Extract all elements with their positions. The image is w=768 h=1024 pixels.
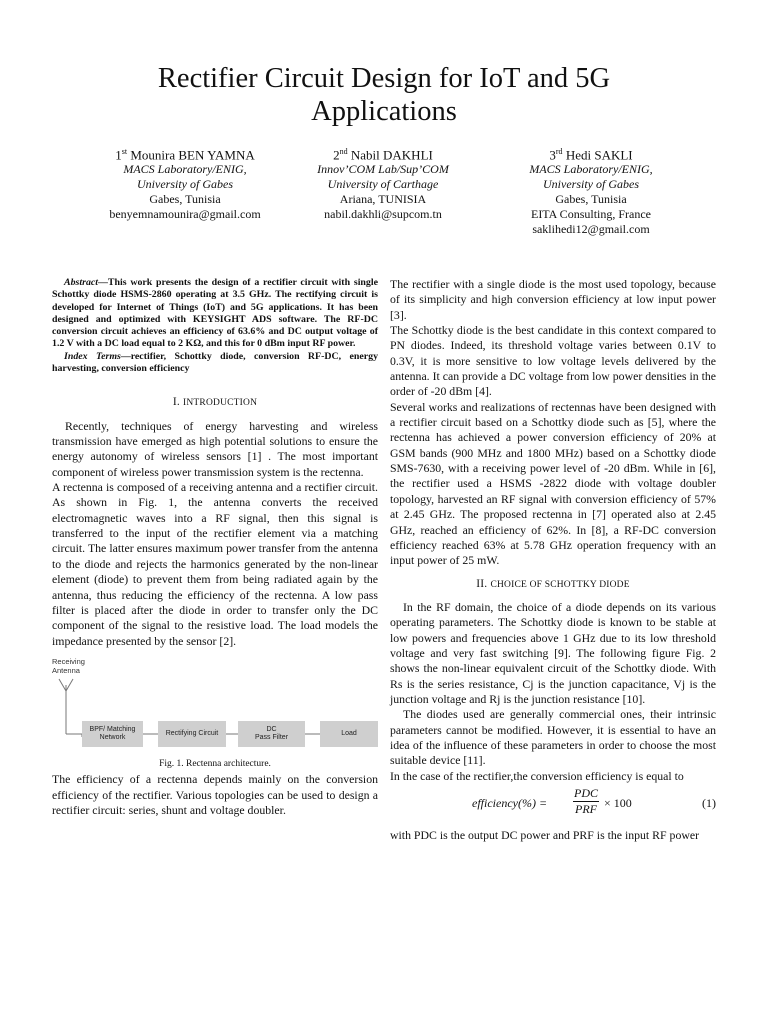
body-paragraph-r1: The rectifier with a single diode is the most used topology, because of its simplicity and high conversion efficiency at low input power [3]. [390,277,716,322]
equation-number: (1) [702,796,716,810]
author-1: 1st Mounira BEN YAMNA MACS Laboratory/ENIG, University of Gabes Gabes, Tunisia benyemnamounira@gmail.com [75,144,295,222]
intro-paragraph-3: The efficiency of a rectenna depends mainly on the conversion efficiency of the rectifier. Various topologies can be used to design a rectifier circuit: series, shunt and voltage doubler. [52,772,378,817]
figure-1-caption: Fig. 1. Rectenna architecture. [159,758,271,769]
section-heading-introduction: I. INTRODUCTION [172,396,258,409]
body-paragraph-r6: In the case of the rectifier,the conversion efficiency is equal to [390,768,684,783]
author-email: nabil.dakhli@supcom.tn [324,207,442,222]
equation-fraction: PDC PRF [574,786,598,817]
antenna-label: Receiving Antenna [52,656,85,675]
section-heading-schottky: II. CHOICE OF SCHOTTKY DIODE [476,577,630,590]
index-terms: Index Terms—rectifier, Schottky diode, conversion RF-DC, energy harvesting, conversion efficiency [52,350,379,375]
abstract: Abstract—This work presents the design of a rectifier circuit with single Schottky diode HSMS-2860 operating at 3.5 GHz. The rectifying circuit is developed for Internet of Things (IoT) and 5G applications. It has been designed and optimized with KEYSIGHT ADS software. The RF-DC conversion circuit achieves an efficiency of 63.6% and DC output voltage of 1.2 V with a DC load equal to 2 KΩ, and this for 0 dBm input RF power. [52,277,378,350]
bpf-matching-network-block: BPF/ Matching Network [82,721,143,747]
right-column [390,277,716,843]
equation-lhs: efficiency(%) = [472,796,548,810]
intro-paragraph-2: A rectenna is composed of a receiving antenna and a rectifier circuit. As shown in Fig. 1, the antenna converts the received electromagnetic waves into a RF signal, then this signal is transferred to the input of the rectifier element via a matching circuit. The latter ensures maximum power transfer from the antenna to the diode and rejects the harmonics generated by the non-linear element (diode) to prevent them from being radiated again by the antenna, thus reducing the efficiency of the rectenna. A low pass filter is placed after the diode in order to transfer only the DC component of the signal to the resistive load. The load models the impedance presented by the sensor [2]. [52,480,378,648]
rectifying-circuit-block: Rectifying Circuit [158,721,226,747]
intro-paragraph-1: Recently, techniques of energy harvesting and wireless transmission have emerged as high potential solutions to ensure the energy autonomy of wireless sensors [1] . The most important component of wireless power transmission system is the rectenna. [52,418,378,479]
left-column [52,277,378,818]
figure-1 [52,657,378,757]
load-block: Load [320,721,378,747]
paper-title [0,62,768,128]
author-email: benyemnamounira@gmail.com [109,207,261,222]
author-name: Nabil DAKHLI [350,147,433,163]
title-line-2: Applications [311,96,457,127]
body-paragraph-r3: Several works and realizations of rectennas have been designed with a rectifier circuit based on a Schottky diode such as [5], where the rectenna has achieved a power conversion efficiency of 20% at GSM bands (900 MHz and 1800 MHz) based on a Schottky diode SMS-7630, with a receiving power level of -20 dBm. While in [6], the rectifier used a HSMS -2822 diode with voltage doubler topology, harvested an RF signal with conversion efficiency of 57% at 2.45 GHz. The proposed rectenna in [7] operated also at 2.45 GHz, reached an efficiency of 62%. In [8], a RF-DC conversion efficiency reached 63% at 5.78 GHz operation frequency with an input power of 25 mW. [390,399,716,568]
equation-1: efficiency(%) = PDC PRF × 100 (1) [472,786,716,817]
author-3: 3rd Hedi SAKLI MACS Laboratory/ENIG, University of Gabes Gabes, Tunisia EITA Consulting, France saklihedi12@gmail.com [481,144,701,237]
body-paragraph-r4: In the RF domain, the choice of a diode depends on its various operating parameters. The Schottky diode is known to be stable at low powers and frequencies above 1 GHz due to its low threshold voltage and very fast switching [9]. The following figure Fig. 2 shows the non-linear equivalent circuit of the Schottky diode. With Rs is the series resistance, Cj is the junction capacitance, Vj is the junction voltage and Rj is the junction resistance [10]. [390,599,716,706]
body-paragraph-r7: with PDC is the output DC power and PRF is the input RF power [390,828,700,842]
dc-pass-filter-block: DC Pass Filter [238,721,305,747]
author-name: Hedi SAKLI [565,147,633,163]
title-line-1: Rectifier Circuit Design for IoT and 5G [157,63,611,94]
body-paragraph-r5: The diodes used are generally commercial ones, their intrinsic parameters cannot be modified. However, it is essential to have an idea of the influence of these parameters in order to choose the most suitable device [11]. [390,707,716,768]
body-paragraph-r2: The Schottky diode is the best candidate in this context compared to PN diodes. Indeed, its threshold voltage varies between 0.1V to 0.3V, it is more sensitive to low voltage levels delivered by the antenna. It can provide a DC voltage from low power densities in the order of -20 dBm [4]. [390,323,716,399]
author-2: 2nd Nabil DAKHLI Innov’COM Lab/Sup’COM University of Carthage Ariana, TUNISIA nabil.dakhli@supcom.tn [273,144,493,222]
author-name: Mounira BEN YAMNA [130,147,255,163]
author-email: saklihedi12@gmail.com [532,222,650,237]
